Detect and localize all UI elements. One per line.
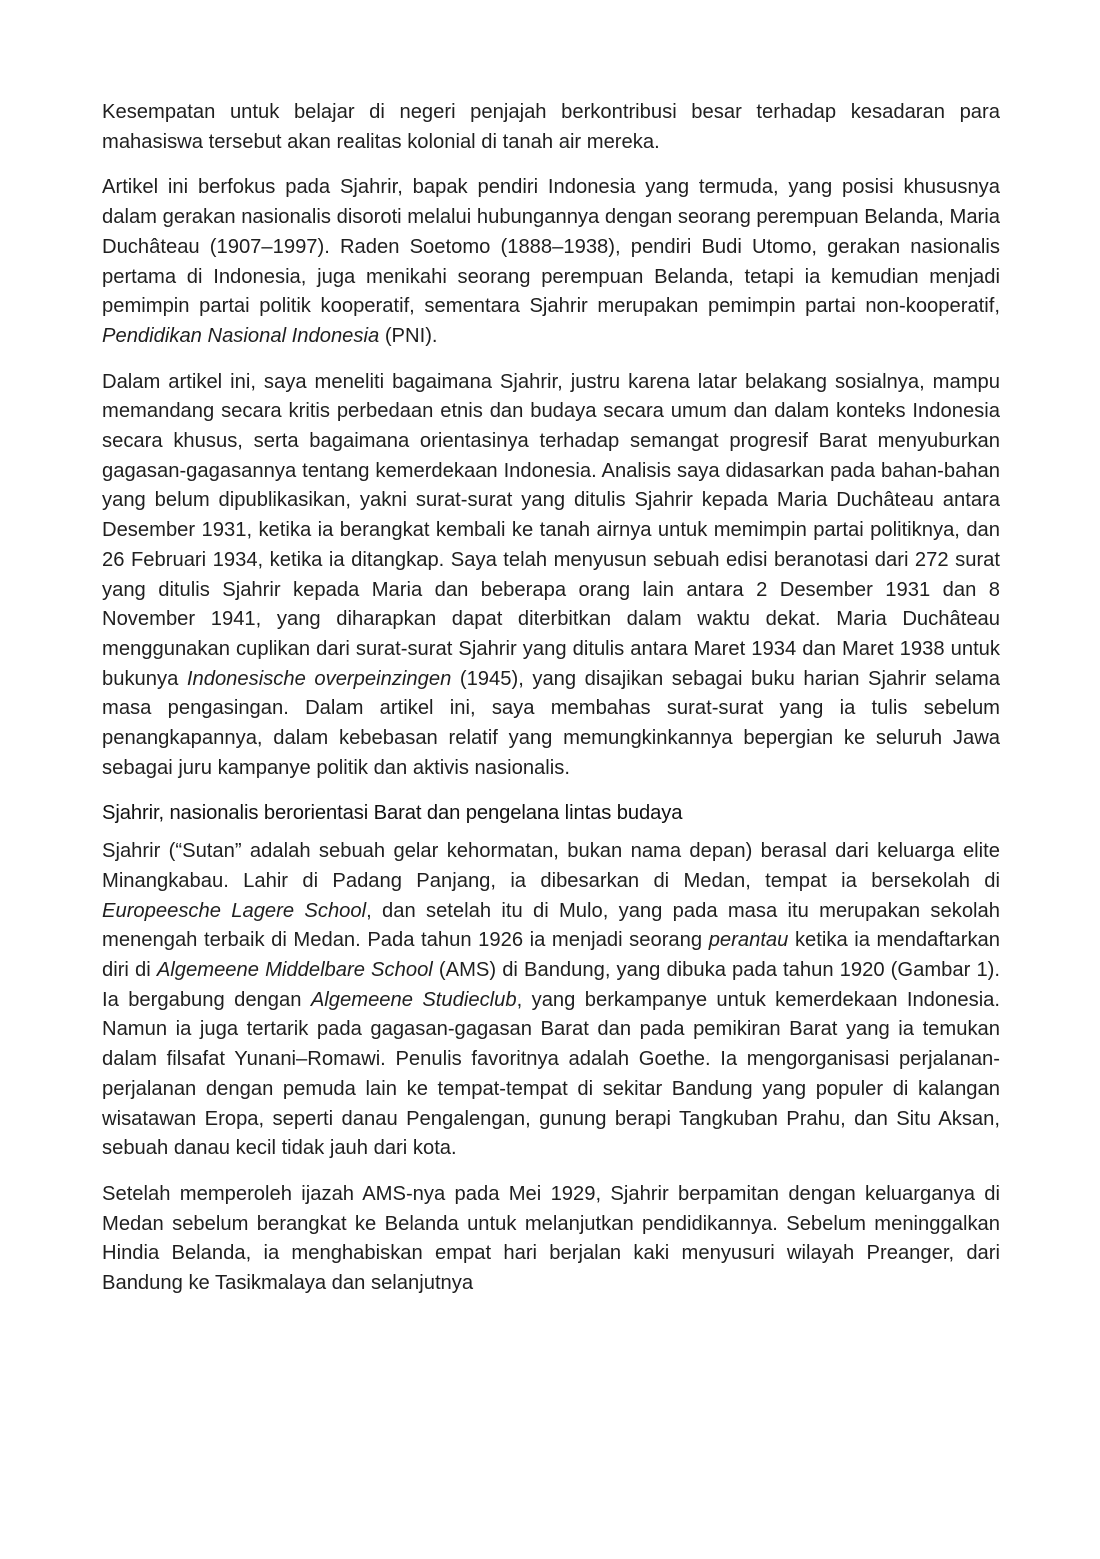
paragraph-4-italic-perantau: perantau xyxy=(708,929,789,952)
paragraph-4-italic-school-1: Europeesche Lagere School xyxy=(102,899,367,922)
paragraph-5-text: Setelah memperoleh ijazah AMS-nya pada Mei 1929, Sjahrir berpamitan dengan keluarganya di Medan sebelum berangkat ke Belanda untuk melanjutkan pendidikannya. Sebelum meninggalkan Hindia Belanda, ia menghabiskan empat hari berjalan kaki menyusuri wilayah Preanger, dari Bandung ke Tasikmalaya dan selanjutnya xyxy=(102,1182,1000,1295)
paragraph-2-text-1: Artikel ini berfokus pada Sjahrir, bapak pendiri Indonesia yang termuda, yang posisi khususnya dalam gerakan nasionalis disoroti melalui hubungannya dengan seorang perempuan Belanda, Maria Duchâteau (1907–1997). Raden Soetomo (1888–1938), pendiri Budi Utomo, gerakan nasionalis pertama di Indonesia, juga menikahi seorang perempuan Belanda, tetapi ia kemudian menjadi pemimpin partai politik kooperatif, sementara Sjahrir merupakan pemimpin partai non-kooperatif, xyxy=(102,176,1000,318)
paragraph-4-italic-school-2: Algemeene Middelbare School xyxy=(156,958,433,981)
section-heading: Sjahrir, nasionalis berorientasi Barat dan pengelana lintas budaya xyxy=(102,802,683,825)
paragraph-4-text-2: , dan setelah itu di Mulo, yang pada masa itu merupakan sekolah menengah terbaik di Medan. Pada tahun 1926 ia menjadi seorang xyxy=(102,899,1000,952)
paragraph-2 xyxy=(102,173,1000,351)
paragraph-4-text-3: ketika ia mendaftarkan diri di xyxy=(102,929,1000,981)
paragraph-4-text-5: , yang berkampanye untuk kemerdekaan Indonesia. Namun ia juga tertarik pada gagasan-gagasan Barat dan pada pemikiran Barat yang ia temukan dalam filsafat Yunani–Romawi. Penulis favoritnya adalah Goethe. Ia mengorganisasi perjalanan-perjalanan dengan pemuda lain ke tempat-tempat di sekitar Bandung yang populer di kalangan wisatawan Eropa, seperti danau Pengalengan, gunung berapi Tangkuban Prahu, dan Situ Aksan, sebuah danau kecil tidak jauh dari kota. xyxy=(102,988,1001,1160)
document-page xyxy=(102,98,1000,1299)
paragraph-3-italic-book-title: Indonesische overpeinzingen xyxy=(186,667,452,690)
paragraph-4-italic-studieclub: Algemeene Studieclub xyxy=(310,988,517,1011)
paragraph-3 xyxy=(102,368,1000,784)
paragraph-4-text-1: Sjahrir (“Sutan” adalah sebuah gelar kehormatan, bukan nama depan) berasal dari keluarga elite Minangkabau. Lahir di Padang Panjang, ia dibesarkan di Medan, tempat ia bersekolah di xyxy=(102,840,1000,892)
paragraph-1-text: Kesempatan untuk belajar di negeri penjajah berkontribusi besar terhadap kesadaran para mahasiswa tersebut akan realitas kolonial di tanah air mereka. xyxy=(102,101,1000,153)
paragraph-3-text-2: (1945), yang disajikan sebagai buku harian Sjahrir selama masa pengasingan. Dalam artikel ini, saya membahas surat-surat yang ia tulis sebelum penangkapannya, dalam kebebasan relatif yang memungkinkannya bepergian ke seluruh Jawa sebagai juru kampanye politik dan aktivis nasionalis. xyxy=(102,667,1000,779)
paragraph-2-text-2: (PNI). xyxy=(379,324,438,347)
paragraph-2-italic-pni: Pendidikan Nasional Indonesia xyxy=(102,324,380,347)
paragraph-1 xyxy=(102,98,1000,157)
paragraph-4-text-4: (AMS) di Bandung, yang dibuka pada tahun 1920 (Gambar 1). Ia bergabung dengan xyxy=(102,958,1000,1011)
paragraph-4 xyxy=(102,837,1000,1164)
paragraph-3-text-1: Dalam artikel ini, saya meneliti bagaimana Sjahrir, justru karena latar belakang sosialnya, mampu memandang secara kritis perbedaan etnis dan budaya secara umum dan dalam konteks Indonesia secara khusus, serta bagaimana orientasinya terhadap semangat progresif Barat menyuburkan gagasan-gagasannya tentang kemerdekaan Indonesia. Analisis saya didasarkan pada bahan-bahan yang belum dipublikasikan, yakni surat-surat yang ditulis Sjahrir kepada Maria Duchâteau antara Desember 1931, ketika ia berangkat kembali ke tanah airnya untuk memimpin partai politiknya, dan 26 Februari 1934, ketika ia ditangkap. Saya telah menyusun sebuah edisi beranotasi dari 272 surat yang ditulis Sjahrir kepada Maria dan beberapa orang lain antara 2 Desember 1931 dan 8 November 1941, yang diharapkan dapat diterbitkan dalam waktu dekat. Maria Duchâteau menggunakan cuplikan dari surat-surat Sjahrir yang ditulis antara Maret 1934 dan Maret 1938 untuk bukunya xyxy=(102,370,1000,690)
paragraph-5 xyxy=(102,1180,1000,1299)
